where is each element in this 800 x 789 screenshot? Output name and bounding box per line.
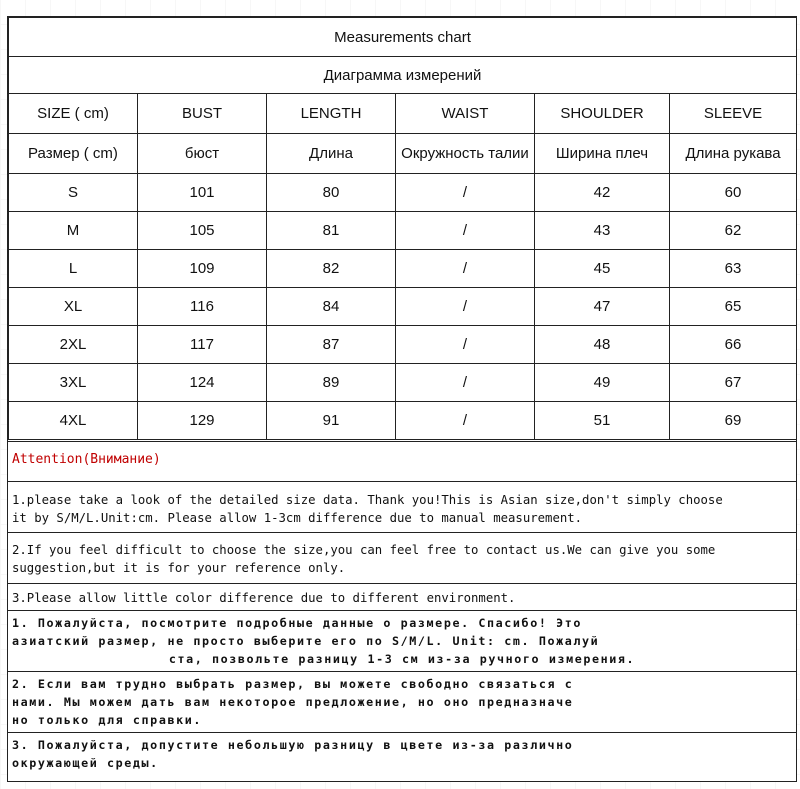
- cell-size: XL: [9, 288, 138, 326]
- note-line: 2. Если вам трудно выбрать размер, вы можете свободно связаться с: [12, 677, 574, 691]
- header-shoulder-ru: Ширина плеч: [535, 134, 670, 174]
- cell-size: S: [9, 174, 138, 212]
- header-row-ru: [9, 134, 797, 174]
- cell-shoulder: 47: [535, 288, 670, 326]
- note-line: нами. Мы можем дать вам некоторое предложение, но оно предназначе: [12, 695, 574, 709]
- cell-shoulder: 45: [535, 250, 670, 288]
- note-line: 2.If you feel difficult to choose the size,you can feel free to contact us.We can give you some: [12, 543, 716, 557]
- header-bust-ru: бюст: [138, 134, 267, 174]
- header-length-ru: Длина: [267, 134, 396, 174]
- table-row: [9, 212, 797, 250]
- cell-size: L: [9, 250, 138, 288]
- header-size: SIZE ( cm): [9, 94, 138, 134]
- cell-bust: 117: [138, 326, 267, 364]
- note-line: 1.please take a look of the detailed size data. Thank you!This is Asian size,don't simply choose: [12, 493, 723, 507]
- cell-waist: /: [396, 174, 535, 212]
- cell-waist: /: [396, 364, 535, 402]
- cell-shoulder: 43: [535, 212, 670, 250]
- notes-section: [8, 441, 796, 772]
- note-en-3: [8, 583, 796, 610]
- cell-length: 82: [267, 250, 396, 288]
- note-en-1: [8, 481, 796, 532]
- cell-shoulder: 48: [535, 326, 670, 364]
- note-ru-1: [8, 610, 796, 671]
- note-line: ста, позвольте разницу 1-3 см из-за ручного измерения.: [168, 652, 636, 666]
- cell-bust: 109: [138, 250, 267, 288]
- cell-length: 84: [267, 288, 396, 326]
- cell-length: 80: [267, 174, 396, 212]
- header-waist: WAIST: [396, 94, 535, 134]
- table-row: [9, 288, 797, 326]
- header-waist-ru: Окружность талии: [396, 134, 535, 174]
- table-row: [9, 174, 797, 212]
- cell-bust: 101: [138, 174, 267, 212]
- note-line: азиатский размер, не просто выберите его по S/M/L. Unit: cm. Пожалуй: [12, 634, 600, 648]
- header-shoulder: SHOULDER: [535, 94, 670, 134]
- note-line: suggestion,but it is for your reference only.: [12, 561, 346, 575]
- cell-sleeve: 69: [670, 402, 797, 440]
- table-row: [9, 250, 797, 288]
- cell-shoulder: 42: [535, 174, 670, 212]
- cell-sleeve: 67: [670, 364, 797, 402]
- cell-sleeve: 63: [670, 250, 797, 288]
- cell-bust: 124: [138, 364, 267, 402]
- cell-sleeve: 62: [670, 212, 797, 250]
- cell-bust: 129: [138, 402, 267, 440]
- cell-waist: /: [396, 288, 535, 326]
- cell-bust: 116: [138, 288, 267, 326]
- cell-waist: /: [396, 326, 535, 364]
- cell-length: 87: [267, 326, 396, 364]
- header-size-ru: Размер ( cm): [9, 134, 138, 174]
- table-row: [9, 326, 797, 364]
- cell-waist: /: [396, 212, 535, 250]
- note-line: 3.Please allow little color difference due to different environment.: [12, 591, 516, 605]
- header-bust: BUST: [138, 94, 267, 134]
- header-length: LENGTH: [267, 94, 396, 134]
- cell-waist: /: [396, 402, 535, 440]
- note-line: 1. Пожалуйста, посмотрите подробные данные о размере. Спасибо! Это: [12, 616, 583, 630]
- cell-waist: /: [396, 250, 535, 288]
- size-table: [8, 17, 797, 440]
- cell-sleeve: 65: [670, 288, 797, 326]
- cell-sleeve: 60: [670, 174, 797, 212]
- note-line: it by S/M/L.Unit:cm. Please allow 1-3cm difference due to manual measurement.: [12, 511, 583, 525]
- cell-sleeve: 66: [670, 326, 797, 364]
- cell-size: 4XL: [9, 402, 138, 440]
- note-line: но только для справки.: [12, 713, 203, 727]
- header-sleeve: SLEEVE: [670, 94, 797, 134]
- cell-size: 2XL: [9, 326, 138, 364]
- table-row: [9, 364, 797, 402]
- header-sleeve-ru: Длина рукава: [670, 134, 797, 174]
- note-line: окружающей среды.: [12, 756, 159, 770]
- note-ru-3: [8, 732, 796, 772]
- cell-length: 91: [267, 402, 396, 440]
- size-chart-card: [7, 16, 797, 782]
- cell-length: 81: [267, 212, 396, 250]
- cell-size: 3XL: [9, 364, 138, 402]
- cell-bust: 105: [138, 212, 267, 250]
- chart-subtitle: Диаграмма измерений: [9, 57, 797, 94]
- note-line: 3. Пожалуйста, допустите небольшую разницу в цвете из-за различно: [12, 738, 574, 752]
- header-row-en: [9, 94, 797, 134]
- cell-length: 89: [267, 364, 396, 402]
- chart-title: Measurements chart: [9, 18, 797, 57]
- table-row: [9, 402, 797, 440]
- attention-heading: Attention(Внимание): [8, 441, 796, 481]
- cell-shoulder: 51: [535, 402, 670, 440]
- note-ru-2: [8, 671, 796, 732]
- cell-shoulder: 49: [535, 364, 670, 402]
- note-en-2: [8, 532, 796, 583]
- cell-size: M: [9, 212, 138, 250]
